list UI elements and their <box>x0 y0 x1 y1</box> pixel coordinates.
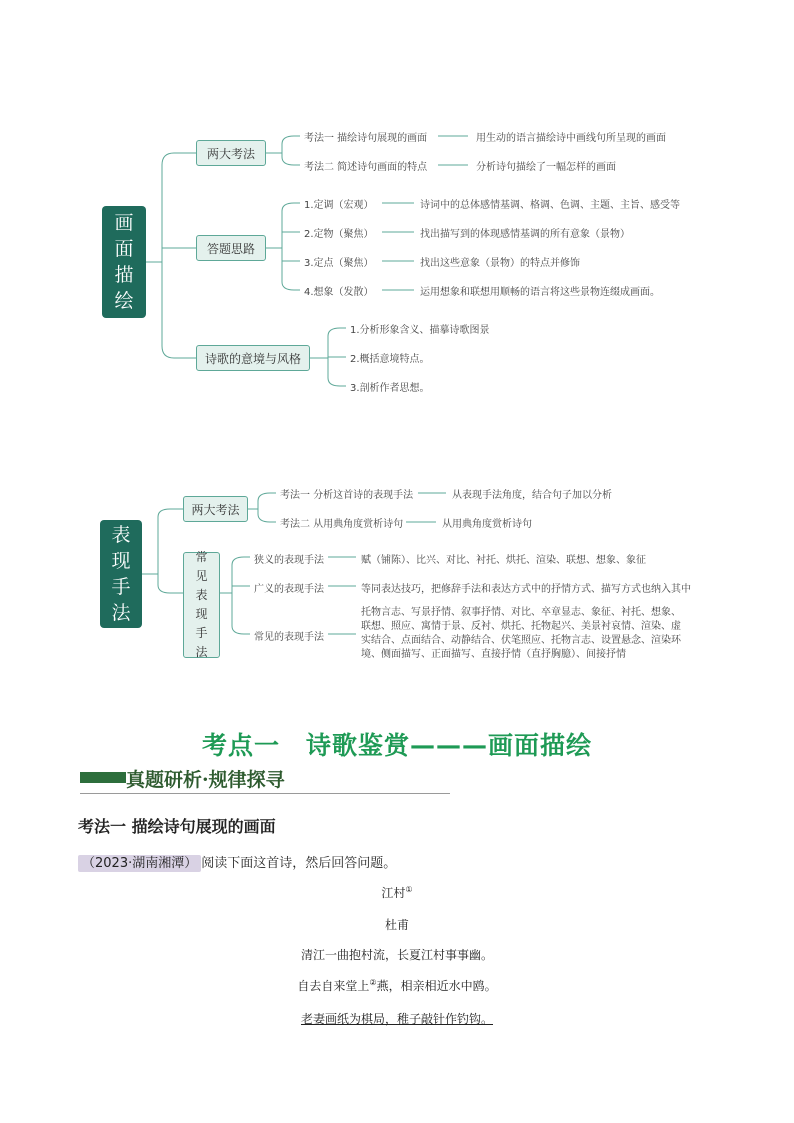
branch-char: 表 <box>195 588 208 602</box>
leaf-detail: 托物言志、写景抒情、叙事抒情、对比、卒章显志、象征、衬托、想象、联想、照应、寓情于景、反衬、烘托、托物起兴、美景衬哀情、渲染、虚实结合、点面结合、动静结合、伏笔照应、托物言志、设置悬念、渲染环境、侧面描写、正面描写、直接抒情（直抒胸臆）、间接抒情 <box>361 607 681 660</box>
root-char: 描 <box>114 264 134 286</box>
root-char: 画 <box>114 212 134 234</box>
root-char: 现 <box>111 550 131 572</box>
leaf-detail: 赋（铺陈）、比兴、对比、衬托、烘托、渲染、联想、想象、象征 <box>361 555 646 566</box>
leaf-label: 2.概括意境特点。 <box>350 354 430 365</box>
leaf-label: 3.剖析作者思想。 <box>350 383 430 394</box>
leaf-detail: 等同表达技巧，把修辞手法和表达方式中的抒情方式、描写方式也纳入其中 <box>361 584 691 595</box>
section-divider <box>80 793 450 794</box>
leaf-label: 常见的表现手法 <box>254 632 324 643</box>
poem-author: 杜甫 <box>384 918 409 932</box>
root-char: 表 <box>111 524 131 546</box>
poem-line: 自去自来堂上②燕，相亲相近水中鸥。 <box>297 978 497 993</box>
mindmap1-root <box>102 206 146 318</box>
root-char: 法 <box>111 602 131 624</box>
poem-line-underlined: 老妻画纸为棋局，稚子敲针作钓钩。 <box>300 1012 493 1026</box>
leaf-label: 3.定点（聚焦） <box>304 258 374 269</box>
leaf-label: 2.定物（聚焦） <box>304 229 374 240</box>
branch-node: 答题思路 <box>196 235 266 261</box>
leaf-detail: 运用想象和联想用顺畅的语言将这些景物连缀成画面。 <box>420 287 660 298</box>
leaf-detail: 从表现手法角度，结合句子加以分析 <box>452 490 612 501</box>
footnote-marker: ② <box>369 978 377 987</box>
section-heading: 真题研析·规律探寻 <box>126 769 285 791</box>
branch-char: 法 <box>195 645 208 659</box>
leaf-label: 1.定调（宏观） <box>304 200 374 211</box>
branch-char: 见 <box>195 569 208 583</box>
poem-line: 清江一曲抱村流，长夏江村事事幽。 <box>300 948 493 962</box>
root-char: 绘 <box>114 290 134 312</box>
root-char: 面 <box>114 238 134 260</box>
branch-char: 现 <box>195 607 208 621</box>
leaf-detail: 诗词中的总体感情基调、格调、色调、主题、主旨、感受等 <box>420 200 680 211</box>
leaf-label: 4.想象（发散） <box>304 287 374 298</box>
poem-title: 江村① <box>381 885 413 900</box>
leaf-label: 考法一 描绘诗句展现的画面 <box>304 133 428 144</box>
method-heading: 考法一 描绘诗句展现的画面 <box>78 817 276 836</box>
root-char: 手 <box>111 576 131 598</box>
source-tag: （2023·湖南湘潭） <box>78 855 201 872</box>
leaf-label: 考法二 从用典角度赏析诗句 <box>280 519 404 530</box>
branch-node-vertical <box>183 552 220 658</box>
leaf-label: 考法二 简述诗句画面的特点 <box>304 162 428 173</box>
branch-char: 常 <box>195 550 208 564</box>
mindmap2-root <box>100 520 142 628</box>
page-title: 考点一 诗歌鉴赏———画面描绘 <box>201 731 592 760</box>
leaf-detail: 找出描写到的体现感情基调的所有意象（景物） <box>420 229 630 240</box>
branch-node: 两大考法 <box>196 140 266 166</box>
leaf-detail: 找出这些意象（景物）的特点并修饰 <box>420 258 580 269</box>
branch-node: 诗歌的意境与风格 <box>196 345 310 371</box>
leaf-detail: 用生动的语言描绘诗中画线句所呈现的画面 <box>476 133 666 144</box>
leaf-label: 1.分析形象含义、描摹诗歌图景 <box>350 325 490 336</box>
branch-char: 手 <box>195 626 208 640</box>
prompt-text: 阅读下面这首诗，然后回答问题。 <box>201 856 397 871</box>
branch-node: 两大考法 <box>183 496 248 522</box>
leaf-detail: 分析诗句描绘了一幅怎样的画面 <box>476 162 616 173</box>
leaf-label: 狭义的表现手法 <box>254 555 324 566</box>
leaf-label: 广义的表现手法 <box>254 584 324 595</box>
footnote-marker: ① <box>405 885 413 894</box>
section-marker <box>80 772 126 783</box>
question-prompt <box>78 852 396 871</box>
leaf-detail: 从用典角度赏析诗句 <box>442 519 532 530</box>
leaf-label: 考法一 分析这首诗的表现手法 <box>280 490 414 501</box>
